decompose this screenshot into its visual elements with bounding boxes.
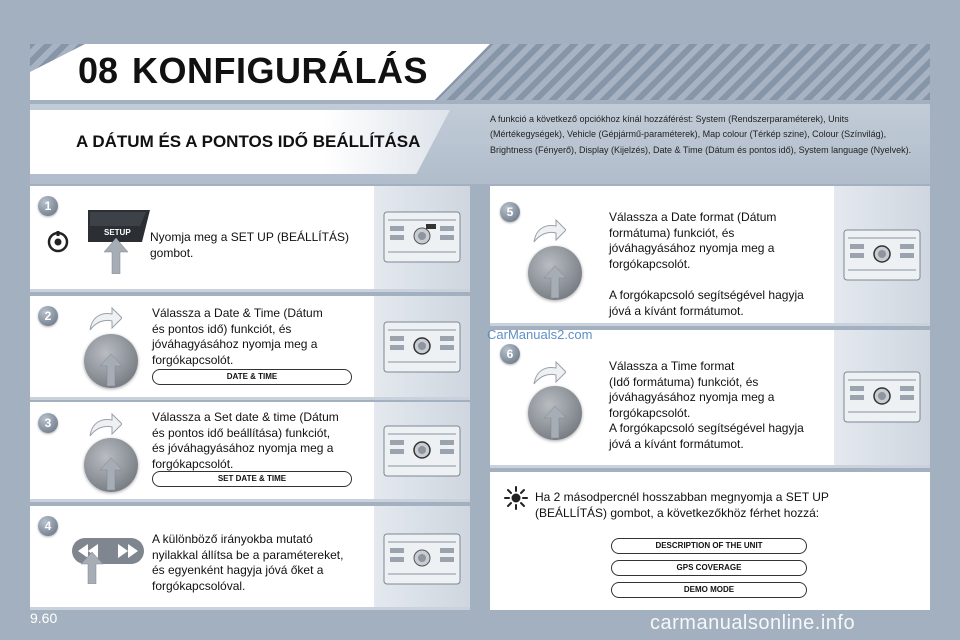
radio-unit-image [842,368,922,426]
page-number: 9.60 [30,610,58,626]
step-number-1: 1 [38,196,58,216]
radio-unit-image [382,208,462,266]
option-pill-gps-coverage: GPS COVERAGE [611,560,807,576]
step-number-6: 6 [500,344,520,364]
site-watermark: carmanualsonline.info [650,612,856,634]
rotate-arrow-icon [88,412,122,438]
watermark-text: CarManuals2.com [487,327,593,342]
radio-unit-image [382,530,462,588]
option-pill-date-time: DATE & TIME [152,369,352,385]
press-arrow-icon [544,266,566,298]
rotate-arrow-icon [532,218,566,244]
step-text-1: Nyomja meg a SET UP (BEÁLLÍTÁS) gombot. [150,230,349,260]
step-text-4: A különböző irányokba mutató nyilakkal állítsa be a paramétereket, és egyenként hagyja jóvá őket a forgókapcsolóval. [152,532,344,593]
press-arrow-icon [104,238,128,274]
intro-text: A funkció a következő opciókhoz kínál hozzáférést: System (Rendszerparaméterek), Units (Mértékegységek), Vehicle (Gépjármű-paraméterek), Map colour (Térkép szine), Colour (Színvilág), Brightness (Fényerő), Display (Kijelzés), Date & Time (Dátum és pontos idő), System language (Nyelvek). [490,114,912,155]
radio-unit-image [382,318,462,376]
press-arrow-icon [100,458,122,490]
step-number-3: 3 [38,413,58,433]
step-number-2: 2 [38,306,58,326]
rotate-arrow-icon [88,306,122,332]
radio-unit-image [382,422,462,480]
tip-sun-icon [504,486,528,510]
step-text-2: Válassza a Date & Time (Dátum és pontos idő) funkciót, és jóváhagyásához nyomja meg a forgókapcsolót. [152,306,323,367]
step-number-5: 5 [500,202,520,222]
press-arrow-icon [100,354,122,386]
step-text-6: Válassza a Time format (Idő formátuma) funkciót, és jóváhagyásához nyomja meg a forgókapcsolót. A forgókapcsoló segítségével hagyja jóvá a kívánt formátumot. [609,359,804,451]
setup-icon [46,230,70,254]
step-text-5: Válassza a Date format (Dátum formátuma) funkciót, és jóváhagyásához nyomja meg a forgókapcsolót. A forgókapcsoló segítségével hagyja jóvá a kívánt formátumot. [609,210,804,318]
chapter-title: KONFIGURÁLÁS [132,50,428,91]
step-text-3: Válassza a Set date & time (Dátum és pontos idő beállítása) funkciót, és jóváhagyásához nyomja meg a forgókapcsolót. [152,410,339,471]
option-pill-description-of-the-unit: DESCRIPTION OF THE UNIT [611,538,807,554]
tip-text: Ha 2 másodpercnél hosszabban megnyomja a SET UP (BEÁLLÍTÁS) gombot, a következőkhöz férhet hozzá: [535,490,829,520]
option-pill-set-date-time: SET DATE & TIME [152,471,352,487]
step-number-4: 4 [38,516,58,536]
chapter-number: 08 [78,50,119,91]
setup-button-label: SETUP [104,228,131,237]
section-subtitle: A DÁTUM ÉS A PONTOS IDŐ BEÁLLÍTÁSA [76,132,421,151]
press-arrow-icon [544,406,566,438]
option-pill-demo-mode: DEMO MODE [611,582,807,598]
direction-arrows-image [68,530,148,584]
radio-unit-image [842,226,922,284]
rotate-arrow-icon [532,360,566,386]
